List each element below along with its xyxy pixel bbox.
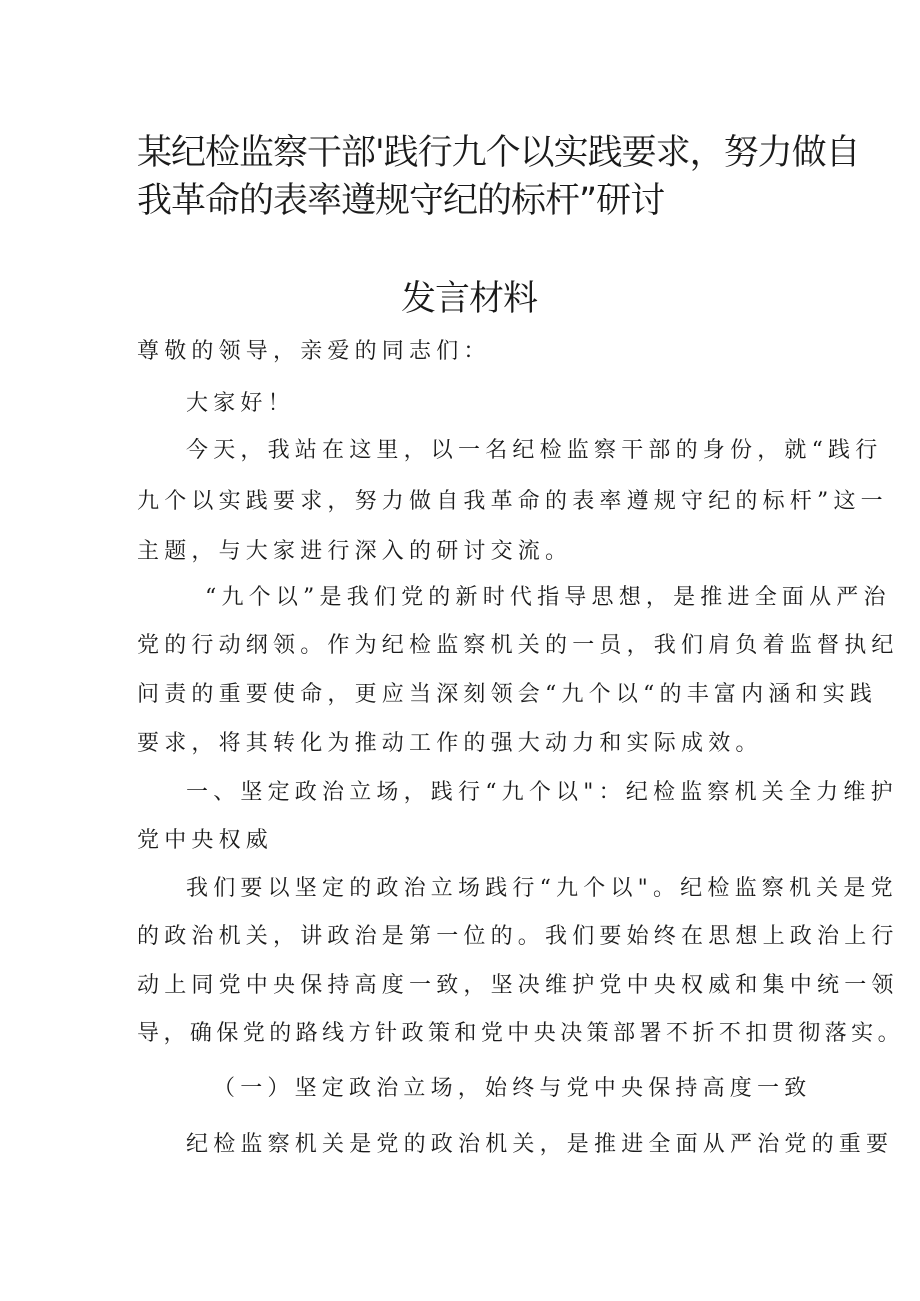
greeting: 大家好！ bbox=[186, 391, 295, 416]
paragraph-line: 导，确保党的路线方针政策和党中央决策部署不折不扣贯彻落实。 bbox=[137, 1021, 905, 1046]
paragraph-line: 问责的重要使命，更应当深刻领会“九个以“的丰富内涵和实践 bbox=[137, 682, 878, 707]
document-title-line-3: 发言材料 bbox=[401, 279, 538, 319]
paragraph-line: 纪检监察机关是党的政治机关，是推进全面从严治党的重要 bbox=[186, 1132, 894, 1157]
paragraph-line: 主题，与大家进行深入的研讨交流。 bbox=[137, 539, 573, 564]
section-heading-line: 党中央权威 bbox=[137, 828, 274, 853]
paragraph-line: 动上同党中央保持高度一致，坚决维护党中央权威和集中统一领 bbox=[137, 973, 899, 998]
paragraph-line: 九个以实践要求，努力做自我革命的表率遵规守纪的标杆”这一 bbox=[137, 489, 888, 514]
salutation: 尊敬的领导，亲爱的同志们： bbox=[137, 339, 491, 364]
document-title-line-1: 某纪检监察干部'践行九个以实践要求，努力做自 bbox=[137, 133, 860, 173]
paragraph-line: 要求，将其转化为推动工作的强大动力和实际成效。 bbox=[137, 731, 763, 756]
paragraph-line: 今天，我站在这里，以一名纪检监察干部的身份，就“践行 bbox=[186, 438, 883, 463]
paragraph-line: 党的行动纲领。作为纪检监察机关的一员，我们肩负着监督执纪 bbox=[137, 633, 899, 658]
section-heading-line: 一、坚定政治立场，践行“九个以"：纪检监察机关全力维护 bbox=[186, 780, 898, 805]
document-title-line-2: 我革命的表率遵规守纪的标杆”研讨 bbox=[137, 181, 665, 221]
subsection-heading: （一）坚定政治立场，始终与党中央保持高度一致 bbox=[213, 1076, 812, 1101]
paragraph-line: “九个以”是我们党的新时代指导思想，是推进全面从严治 bbox=[205, 585, 891, 610]
paragraph-line: 的政治机关，讲政治是第一位的。我们要始终在思想上政治上行 bbox=[137, 924, 899, 949]
paragraph-line: 我们要以坚定的政治立场践行“九个以"。纪检监察机关是党 bbox=[186, 876, 898, 901]
